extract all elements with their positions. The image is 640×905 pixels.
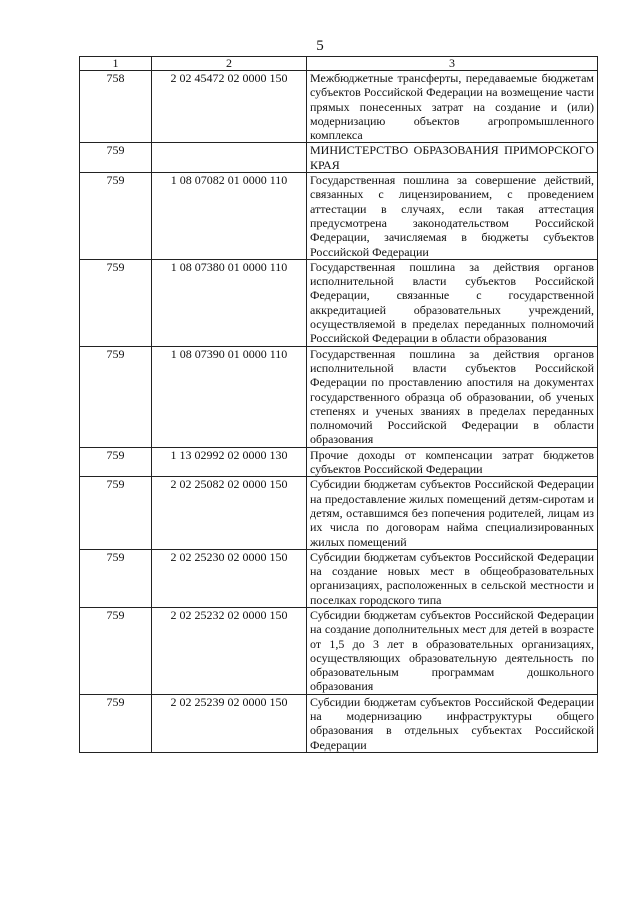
revenue-code-cell: 2 02 25230 02 0000 150 [152,549,307,607]
revenue-code-cell: 2 02 25232 02 0000 150 [152,607,307,694]
admin-code-cell: 759 [80,259,152,346]
description-cell: Государственная пошлина за совершение действий, связанных с лицензированием, с проведением аттестации в случаях, если такая аттестация предусмотрена законодательством Российской Федерации, зачисляемая в бюджеты субъектов Российской Федерации [307,173,598,260]
revenue-code-cell: 1 08 07380 01 0000 110 [152,259,307,346]
table-row [80,549,598,607]
revenue-code-cell: 1 08 07390 01 0000 110 [152,346,307,447]
page-number: 5 [316,38,324,54]
table-row [80,259,598,346]
admin-code-cell: 759 [80,173,152,260]
table-header-row [80,57,598,71]
table-row [80,477,598,549]
revenue-code-cell: 2 02 45472 02 0000 150 [152,71,307,143]
revenue-code-cell [152,143,307,173]
description-cell: Государственная пошлина за действия органов исполнительной власти субъектов Российской Федерации, связанные с государственной аккредитацией образовательных учреждений, осуществляемой в пределах переданных полномочий Российской Федерации в области образования [307,259,598,346]
admin-code-cell: 758 [80,71,152,143]
column-header-1: 1 [80,57,152,71]
table-row [80,173,598,260]
revenue-code-cell: 2 02 25082 02 0000 150 [152,477,307,549]
admin-code-cell: 759 [80,447,152,477]
table-row [80,143,598,173]
description-cell: Субсидии бюджетам субъектов Российской Федерации на создание дополнительных мест для детей в возрасте от 1,5 до 3 лет в образовательных организациях, осуществляющих образовательную деятельность по образовательным программам дошкольного образования [307,607,598,694]
description-cell: Субсидии бюджетам субъектов Российской Федерации на создание новых мест в общеобразовательных организациях, расположенных в сельской местности и поселках городского типа [307,549,598,607]
description-cell: Межбюджетные трансферты, передаваемые бюджетам субъектов Российской Федерации на возмещение части прямых понесенных затрат на создание и (или) модернизацию объектов агропромышленного комплекса [307,71,598,143]
admin-code-cell: 759 [80,477,152,549]
table-row [80,71,598,143]
table-row [80,607,598,694]
column-header-3: 3 [307,57,598,71]
budget-codes-table [79,56,598,753]
description-cell: Субсидии бюджетам субъектов Российской Федерации на модернизацию инфраструктуры общего образования в отдельных субъектах Российской Федерации [307,694,598,752]
description-cell: Государственная пошлина за действия органов исполнительной власти субъектов Российской Федерации по проставлению апостиля на документах государственного образца об образовании, об ученых степенях и ученых званиях в пределах переданных полномочий Российской Федерации в области образования [307,346,598,447]
table-row [80,447,598,477]
description-cell: Субсидии бюджетам субъектов Российской Федерации на предоставление жилых помещений детям-сиротам и детям, оставшимся без попечения родителей, лицам из их числа по договорам найма специализированных жилых помещений [307,477,598,549]
revenue-code-cell: 1 13 02992 02 0000 130 [152,447,307,477]
ministry-heading-cell: МИНИСТЕРСТВО ОБРАЗОВАНИЯ ПРИМОРСКОГО КРАЯ [307,143,598,173]
table-row [80,694,598,752]
table-row [80,346,598,447]
description-cell: Прочие доходы от компенсации затрат бюджетов субъектов Российской Федерации [307,447,598,477]
admin-code-cell: 759 [80,694,152,752]
admin-code-cell: 759 [80,607,152,694]
admin-code-cell: 759 [80,549,152,607]
revenue-code-cell: 2 02 25239 02 0000 150 [152,694,307,752]
admin-code-cell: 759 [80,346,152,447]
revenue-code-cell: 1 08 07082 01 0000 110 [152,173,307,260]
column-header-2: 2 [152,57,307,71]
admin-code-cell: 759 [80,143,152,173]
